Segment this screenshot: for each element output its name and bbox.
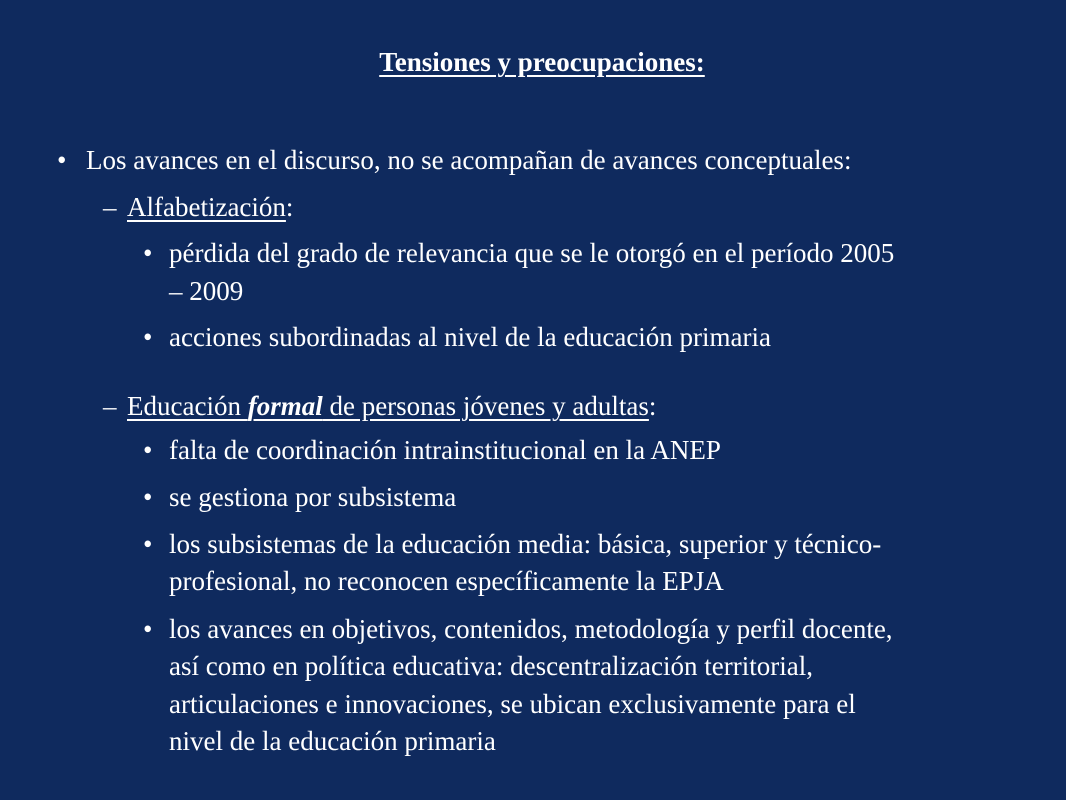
edu-bullet-4-line-3: articulaciones e innovaciones, se ubican exclusivamente para el: [169, 689, 856, 719]
edu-bullet-3-line-2: profesional, no reconocen específicamente la EPJA: [169, 566, 724, 596]
edu-bullet-4-line-2: así como en política educativa: descentralización territorial,: [169, 651, 813, 681]
level1-bullet-text: Los avances en el discurso, no se acompañan de avances conceptuales:: [86, 145, 852, 175]
alfabetizacion-dash: –: [103, 192, 117, 222]
edu-bullet-4-line-1: los avances en objetivos, contenidos, metodología y perfil docente,: [169, 614, 893, 644]
educacion-label: [127, 391, 649, 421]
educacion-heading: [127, 389, 656, 423]
educacion-label-part1: Educación: [127, 391, 248, 421]
alfa-bullet-1-line-1: pérdida del grado de relevancia que se le otorgó en el período 2005: [169, 238, 895, 268]
alfa-bullet-2-line-1: acciones subordinadas al nivel de la educación primaria: [169, 322, 772, 352]
edu-bullet-3-line-1: los subsistemas de la educación media: básica, superior y técnico-: [169, 529, 882, 559]
edu-bullet-1-line-1: falta de coordinación intrainstitucional en la ANEP: [169, 435, 721, 465]
educacion-label-part2: de personas jóvenes y adultas: [322, 391, 649, 421]
edu-bullet-2-marker: •: [143, 482, 153, 512]
edu-bullet-4-line-4: nivel de la educación primaria: [169, 726, 496, 756]
alfa-bullet-2-marker: •: [143, 322, 153, 352]
educacion-label-formal: formal: [247, 391, 323, 421]
level1-bullet-marker: •: [57, 145, 67, 175]
edu-bullet-2-line-1: se gestiona por subsistema: [169, 482, 457, 512]
alfabetizacion-label: Alfabetización: [127, 192, 286, 222]
slide-title: Tensiones y preocupaciones:: [379, 47, 705, 77]
alfa-bullet-1-line-2: – 2009: [169, 276, 244, 306]
edu-bullet-1-marker: •: [143, 435, 153, 465]
edu-bullet-3-marker: •: [143, 529, 153, 559]
educacion-colon: :: [648, 391, 657, 421]
alfabetizacion-heading: [127, 190, 293, 224]
alfabetizacion-colon: :: [285, 192, 294, 222]
edu-bullet-4-marker: •: [143, 614, 153, 644]
educacion-dash: –: [103, 391, 117, 421]
alfa-bullet-1-marker: •: [143, 238, 153, 268]
